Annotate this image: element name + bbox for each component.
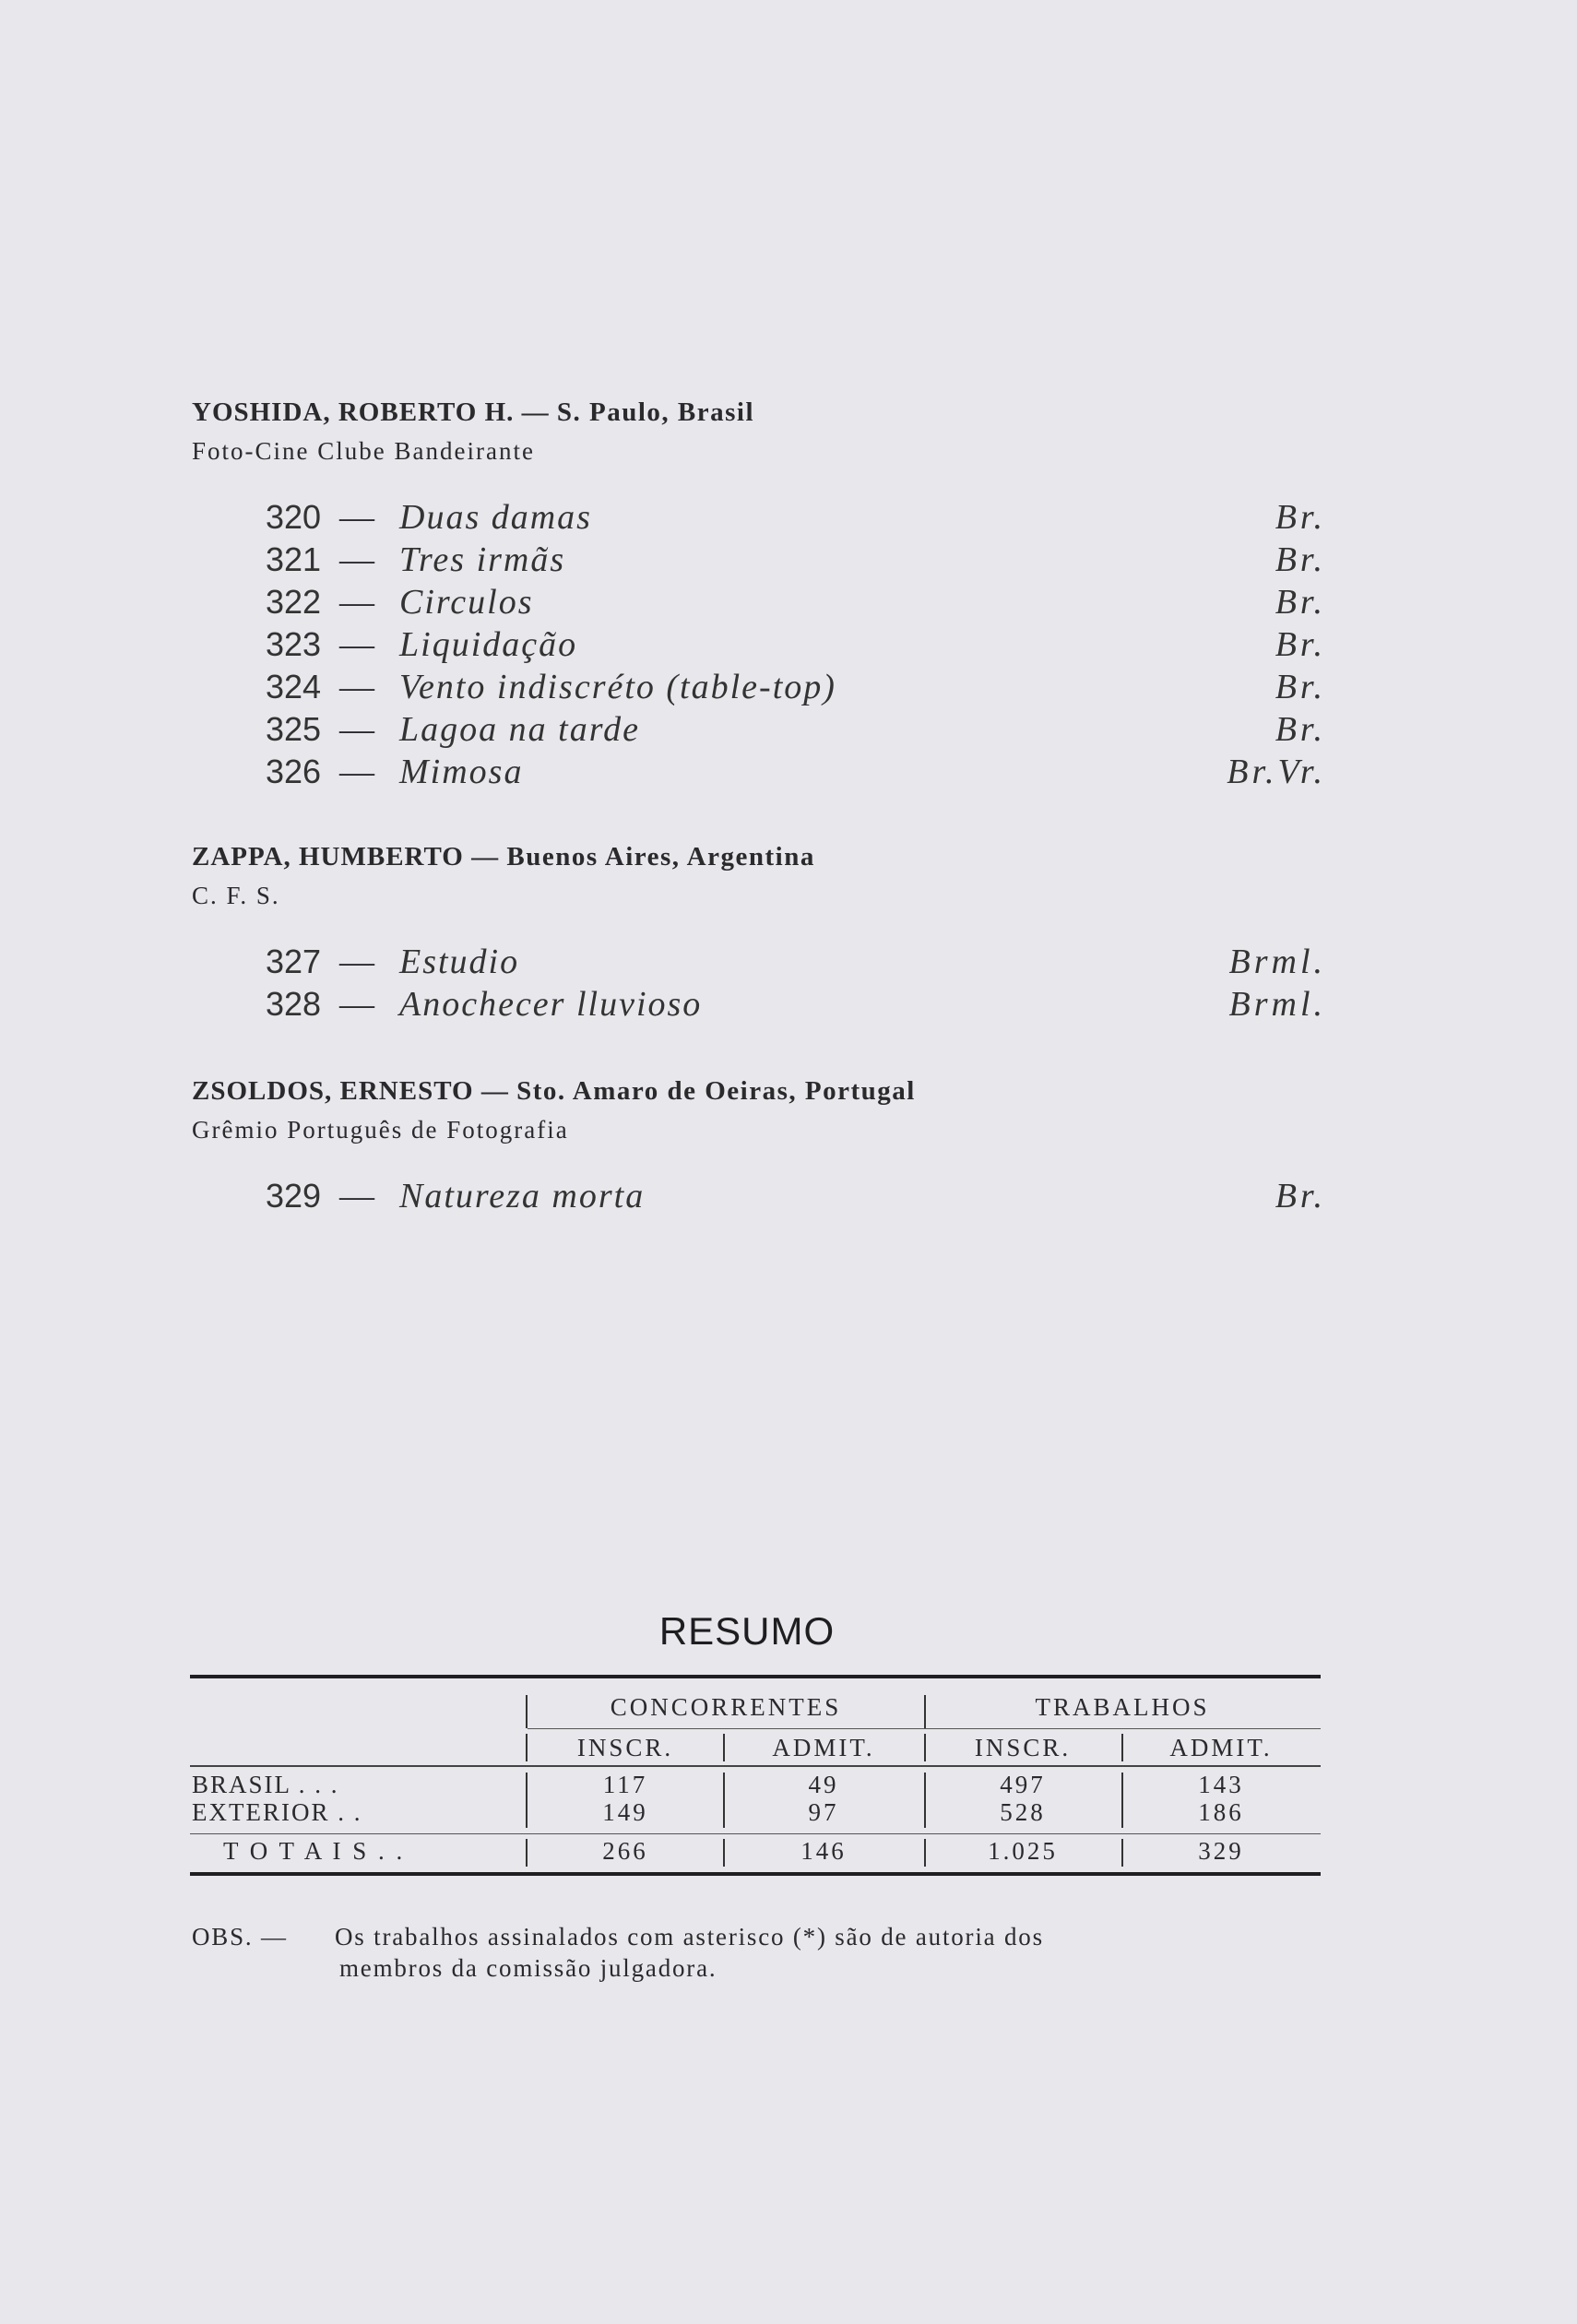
total-value: 1.025 xyxy=(988,1837,1058,1865)
entry-number: 321 xyxy=(266,540,322,578)
subheader-inscr: INSCR. xyxy=(576,1734,674,1761)
header-concorrentes: CONCORRENTES xyxy=(610,1693,842,1721)
entry-title: Anochecer lluvioso xyxy=(399,985,703,1024)
obs-label xyxy=(192,1921,335,1952)
entry-dash: — xyxy=(339,498,374,537)
entry-dash: — xyxy=(339,583,374,622)
author-club: C. F. S. xyxy=(192,882,280,909)
column-separator xyxy=(526,1839,528,1867)
author-heading xyxy=(192,1073,1326,1109)
author-place: Sto. Amaro de Oeiras, Portugal xyxy=(516,1076,916,1106)
obs-line-1 xyxy=(192,1921,1322,1952)
subheader-inscr: INSCR. xyxy=(974,1734,1072,1761)
header-trabalhos: TRABALHOS xyxy=(1035,1693,1210,1721)
author-section-yoshida xyxy=(192,395,1326,793)
entry-list xyxy=(192,941,1326,1026)
entry-number: 327 xyxy=(266,943,322,980)
obs-text-2: membros da comissão julgadora. xyxy=(339,1954,717,1982)
entry-grade: Brml. xyxy=(1228,943,1326,981)
row-label-brasil: BRASIL . . . xyxy=(192,1771,339,1798)
entry-row xyxy=(192,623,1326,666)
column-separator xyxy=(1121,1734,1123,1761)
entry-row xyxy=(192,581,1326,623)
cell-value: 49 xyxy=(808,1771,839,1798)
entry-dash: — xyxy=(339,625,374,664)
author-name: ZAPPA, HUMBERTO xyxy=(192,842,464,872)
summary-title: RESUMO xyxy=(658,1609,836,1653)
entry-row xyxy=(192,539,1326,581)
obs-text-1: Os trabalhos assinalados com asterisco (*) são de autoria dos xyxy=(335,1923,1044,1951)
subheader-admit: ADMIT. xyxy=(1169,1734,1273,1761)
cell-value: 149 xyxy=(602,1798,648,1826)
obs-dash: — xyxy=(261,1923,288,1951)
entry-grade: Br.Vr. xyxy=(1227,753,1326,791)
column-separator xyxy=(526,1773,528,1828)
entry-grade: Br. xyxy=(1275,1177,1326,1215)
author-heading xyxy=(192,395,1326,430)
entry-number: 324 xyxy=(266,668,322,706)
entry-number: 322 xyxy=(266,583,322,621)
entry-dash: — xyxy=(339,540,374,579)
column-separator xyxy=(924,1734,926,1761)
total-value: 266 xyxy=(602,1837,648,1865)
author-section-zappa xyxy=(192,839,1326,1026)
author-heading xyxy=(192,839,1326,874)
entry-number: 325 xyxy=(266,710,322,748)
total-value: 146 xyxy=(800,1837,847,1865)
entry-number: 320 xyxy=(266,498,322,536)
entry-dash: — xyxy=(339,1177,374,1215)
entry-title: Duas damas xyxy=(399,498,592,537)
author-club: Grêmio Português de Fotografia xyxy=(192,1116,569,1144)
entry-dash: — xyxy=(339,985,374,1024)
entry-row xyxy=(192,666,1326,708)
cell-value: 528 xyxy=(1000,1798,1046,1826)
observation-note xyxy=(192,1921,1322,1984)
entry-number: 326 xyxy=(266,753,322,790)
entry-grade: Br. xyxy=(1275,583,1326,622)
author-place: Buenos Aires, Argentina xyxy=(506,842,815,872)
entry-grade: Br. xyxy=(1275,710,1326,749)
entry-title: Liquidação xyxy=(399,625,578,664)
summary-table xyxy=(190,1675,1321,1876)
author-section-zsoldos xyxy=(192,1073,1326,1217)
entry-row xyxy=(192,941,1326,983)
entry-list xyxy=(192,496,1326,793)
entry-grade: Br. xyxy=(1275,498,1326,537)
author-dash: — xyxy=(471,842,500,872)
entry-title: Tres irmãs xyxy=(399,540,566,579)
cell-value: 117 xyxy=(602,1771,648,1798)
entry-row xyxy=(192,496,1326,539)
column-separator xyxy=(723,1734,725,1761)
column-separator xyxy=(924,1839,926,1867)
table-bottom-rule xyxy=(190,1872,1321,1876)
entry-grade: Brml. xyxy=(1228,985,1326,1024)
cell-value: 186 xyxy=(1198,1798,1244,1826)
entry-title: Lagoa na tarde xyxy=(399,710,640,749)
column-separator xyxy=(1121,1839,1123,1867)
totals-rule xyxy=(190,1833,1321,1834)
obs-label-text: OBS. xyxy=(192,1923,254,1951)
header-divider xyxy=(528,1728,1321,1729)
entry-title: Estudio xyxy=(399,943,520,981)
column-separator xyxy=(723,1773,725,1828)
author-dash: — xyxy=(521,397,550,427)
entry-dash: — xyxy=(339,753,374,791)
entry-row xyxy=(192,1175,1326,1217)
row-label-exterior: EXTERIOR . . xyxy=(192,1798,362,1826)
cell-value: 97 xyxy=(808,1798,839,1826)
entry-number: 329 xyxy=(266,1177,322,1215)
entry-title: Natureza morta xyxy=(399,1177,646,1215)
column-separator xyxy=(924,1773,926,1828)
column-separator xyxy=(526,1695,528,1728)
subheader-admit: ADMIT. xyxy=(772,1734,875,1761)
entry-title: Circulos xyxy=(399,583,534,622)
table-top-rule xyxy=(190,1675,1321,1678)
author-name: ZSOLDOS, ERNESTO xyxy=(192,1076,474,1106)
entry-title: Mimosa xyxy=(399,753,524,791)
author-name: YOSHIDA, ROBERTO H. xyxy=(192,397,515,427)
author-club: Foto-Cine Clube Bandeirante xyxy=(192,437,535,465)
entry-number: 323 xyxy=(266,625,322,663)
entry-grade: Br. xyxy=(1275,540,1326,579)
subheader-rule xyxy=(190,1765,1321,1767)
total-value: 329 xyxy=(1198,1837,1244,1865)
entry-row xyxy=(192,708,1326,751)
entry-dash: — xyxy=(339,710,374,749)
entry-title: Vento indiscréto (table-top) xyxy=(399,668,836,706)
entry-dash: — xyxy=(339,668,374,706)
entry-grade: Br. xyxy=(1275,625,1326,664)
author-place: S. Paulo, Brasil xyxy=(556,397,755,427)
column-separator xyxy=(723,1839,725,1867)
cell-value: 143 xyxy=(1198,1771,1244,1798)
column-separator xyxy=(526,1734,528,1761)
column-separator xyxy=(924,1695,926,1728)
column-separator xyxy=(1121,1773,1123,1828)
author-dash: — xyxy=(480,1076,509,1106)
entry-row xyxy=(192,751,1326,793)
entry-grade: Br. xyxy=(1275,668,1326,706)
entry-number: 328 xyxy=(266,985,322,1023)
row-label-totais: T O T A I S . . xyxy=(223,1837,406,1865)
cell-value: 497 xyxy=(1000,1771,1046,1798)
entry-dash: — xyxy=(339,943,374,981)
entry-row xyxy=(192,983,1326,1026)
entry-list xyxy=(192,1175,1326,1217)
